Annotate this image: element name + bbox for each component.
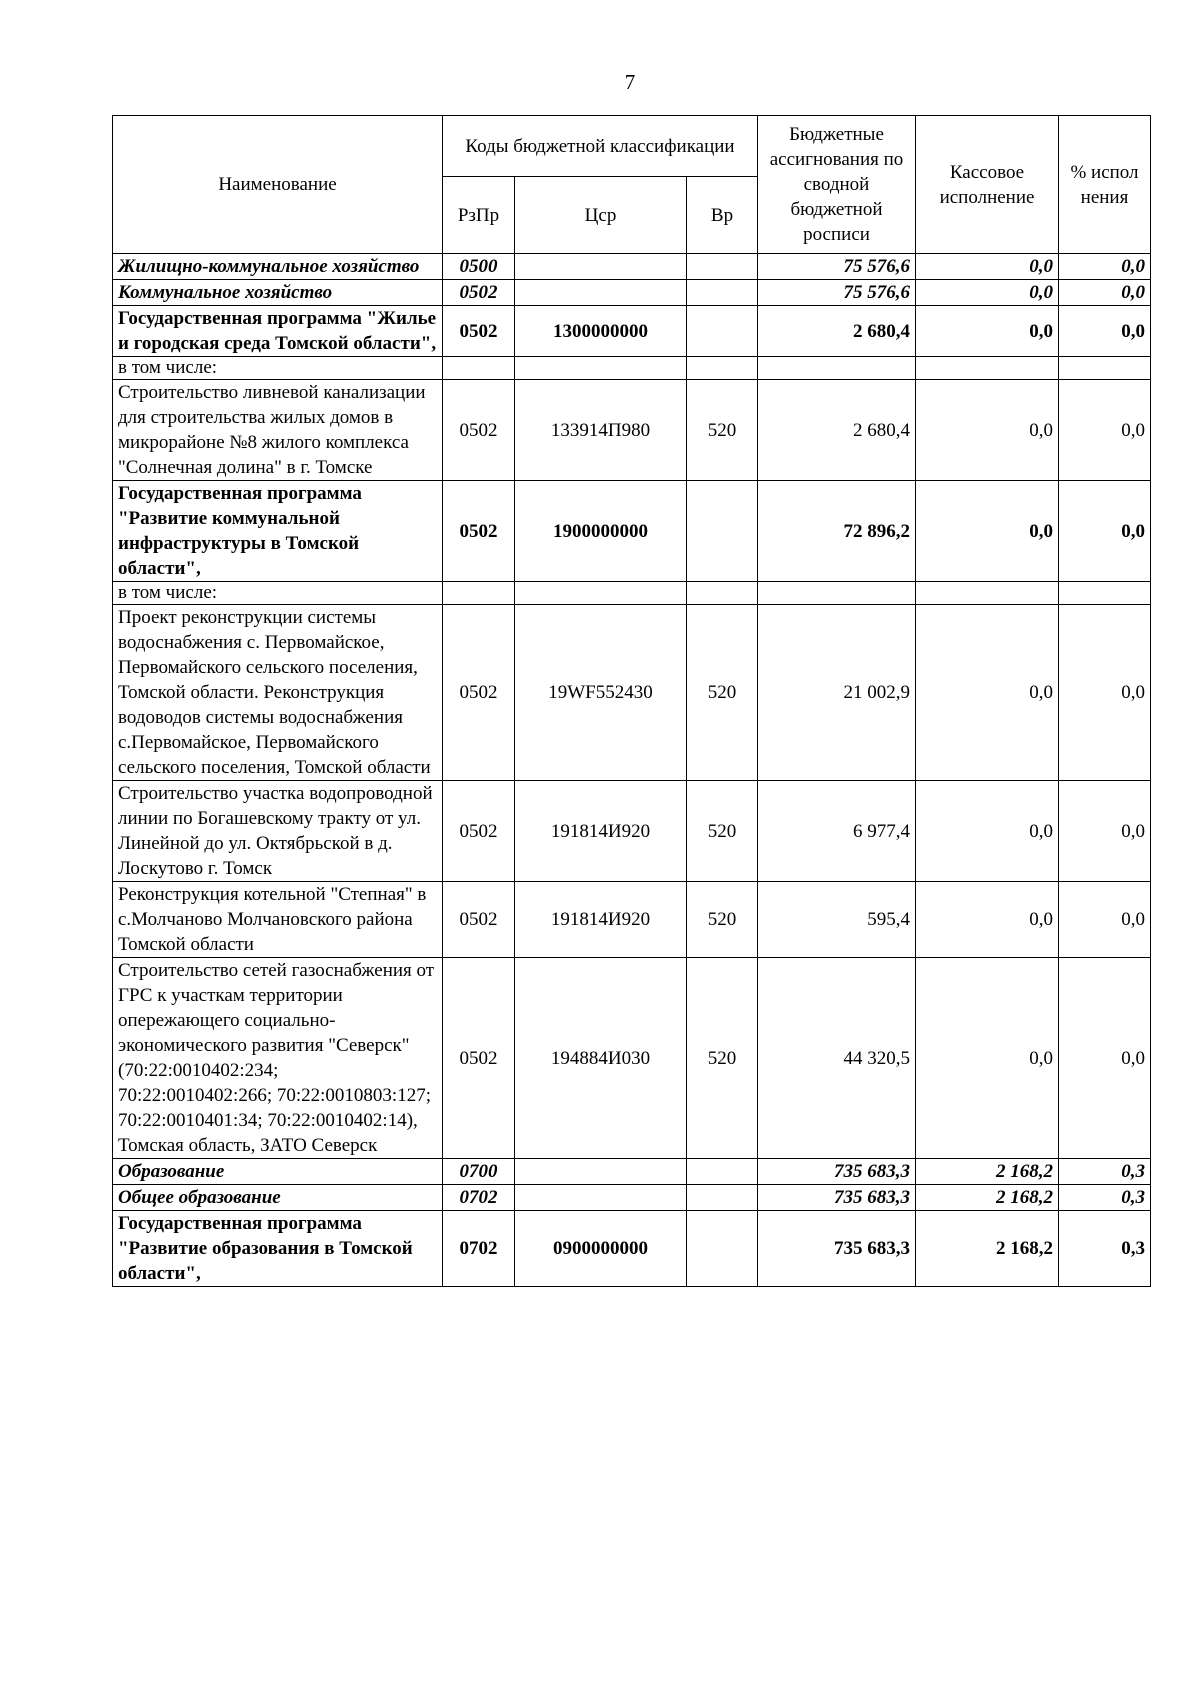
- cell-csr: [515, 1185, 687, 1211]
- cell-name: Образование: [113, 1159, 443, 1185]
- cell-cash-execution: 0,0: [916, 306, 1059, 357]
- cell-csr: 1300000000: [515, 306, 687, 357]
- cell-rzpr: 0502: [443, 280, 515, 306]
- cell-rzpr: [443, 357, 515, 380]
- cell-percent: 0,0: [1059, 280, 1151, 306]
- cell-name: Строительство участка водопроводной линии по Богашевскому тракту от ул. Линейной до ул. Октябрьской в д. Лоскутово г. Томск: [113, 781, 443, 882]
- cell-percent: 0,0: [1059, 481, 1151, 582]
- header-rzpr: РзПр: [443, 177, 515, 254]
- cell-percent: 0,0: [1059, 781, 1151, 882]
- cell-cash-execution: 0,0: [916, 481, 1059, 582]
- table-row: [113, 1185, 1151, 1211]
- cell-cash-execution: 0,0: [916, 958, 1059, 1159]
- cell-assignments: 21 002,9: [758, 605, 916, 781]
- header-codes-group: Коды бюджетной классификации: [443, 116, 758, 177]
- cell-csr: 191814И920: [515, 781, 687, 882]
- cell-cash-execution: 0,0: [916, 605, 1059, 781]
- page-number: 7: [624, 70, 636, 94]
- cell-csr: [515, 357, 687, 380]
- cell-vr: 520: [687, 882, 758, 958]
- cell-percent: 0,0: [1059, 254, 1151, 280]
- cell-percent: [1059, 582, 1151, 605]
- cell-assignments: 2 680,4: [758, 306, 916, 357]
- cell-csr: [515, 1159, 687, 1185]
- cell-vr: [687, 1211, 758, 1287]
- cell-vr: [687, 1159, 758, 1185]
- table-row: [113, 280, 1151, 306]
- cell-name: Строительство сетей газоснабжения от ГРС к участкам территории опережающего социально-экономического развития "Северск" (70:22:0010402:234; 70:22:0010402:266; 70:22:0010803:127; 70:22:0010401:34; 70:22:0010402:14), Томская область, ЗАТО Северск: [113, 958, 443, 1159]
- cell-rzpr: 0502: [443, 781, 515, 882]
- cell-assignments: 735 683,3: [758, 1211, 916, 1287]
- cell-cash-execution: 0,0: [916, 781, 1059, 882]
- cell-vr: 520: [687, 605, 758, 781]
- cell-rzpr: 0702: [443, 1211, 515, 1287]
- cell-rzpr: 0700: [443, 1159, 515, 1185]
- cell-csr: 194884И030: [515, 958, 687, 1159]
- cell-csr: 1900000000: [515, 481, 687, 582]
- cell-rzpr: 0702: [443, 1185, 515, 1211]
- header-vr: Вр: [687, 177, 758, 254]
- cell-csr: 191814И920: [515, 882, 687, 958]
- cell-cash-execution: [916, 357, 1059, 380]
- header-cash-execution: Кассовое исполнение: [916, 116, 1059, 254]
- table-row: [113, 605, 1151, 781]
- cell-rzpr: 0502: [443, 605, 515, 781]
- table-row: [113, 958, 1151, 1159]
- cell-name: Жилищно-коммунальное хозяйство: [113, 254, 443, 280]
- cell-cash-execution: 0,0: [916, 882, 1059, 958]
- cell-cash-execution: 0,0: [916, 254, 1059, 280]
- cell-rzpr: [443, 582, 515, 605]
- cell-csr: [515, 254, 687, 280]
- cell-rzpr: 0502: [443, 380, 515, 481]
- cell-percent: 0,0: [1059, 605, 1151, 781]
- cell-percent: [1059, 357, 1151, 380]
- cell-name: Государственная программа "Развитие коммунальной инфраструктуры в Томской области",: [113, 481, 443, 582]
- table-row: [113, 306, 1151, 357]
- header-percent: % испол нения: [1059, 116, 1151, 254]
- cell-assignments: 44 320,5: [758, 958, 916, 1159]
- cell-name: Строительство ливневой канализации для строительства жилых домов в микрорайоне №8 жилого комплекса "Солнечная долина" в г. Томске: [113, 380, 443, 481]
- cell-cash-execution: [916, 582, 1059, 605]
- cell-rzpr: 0500: [443, 254, 515, 280]
- cell-assignments: 75 576,6: [758, 254, 916, 280]
- cell-assignments: [758, 582, 916, 605]
- cell-vr: 520: [687, 781, 758, 882]
- cell-rzpr: 0502: [443, 958, 515, 1159]
- cell-cash-execution: 2 168,2: [916, 1185, 1059, 1211]
- cell-percent: 0,0: [1059, 958, 1151, 1159]
- cell-vr: [687, 1185, 758, 1211]
- table-row: [113, 882, 1151, 958]
- cell-csr: 0900000000: [515, 1211, 687, 1287]
- table-row: [113, 582, 1151, 605]
- cell-vr: 520: [687, 958, 758, 1159]
- cell-csr: [515, 280, 687, 306]
- cell-vr: [687, 481, 758, 582]
- cell-name: Реконструкция котельной "Степная" в с.Молчаново Молчановского района Томской области: [113, 882, 443, 958]
- header-assignments: Бюджетные ассигнования по сводной бюджетной росписи: [758, 116, 916, 254]
- cell-cash-execution: 0,0: [916, 280, 1059, 306]
- cell-cash-execution: 2 168,2: [916, 1211, 1059, 1287]
- cell-assignments: 75 576,6: [758, 280, 916, 306]
- cell-rzpr: 0502: [443, 481, 515, 582]
- table-row: [113, 357, 1151, 380]
- cell-percent: 0,0: [1059, 306, 1151, 357]
- cell-csr: 19WF552430: [515, 605, 687, 781]
- cell-percent: 0,0: [1059, 380, 1151, 481]
- cell-rzpr: 0502: [443, 306, 515, 357]
- table-row: [113, 781, 1151, 882]
- cell-vr: [687, 582, 758, 605]
- header-name: Наименование: [113, 116, 443, 254]
- cell-name: Проект реконструкции системы водоснабжения с. Первомайское, Первомайского сельского поселения, Томской области. Реконструкция водоводов системы водоснабжения с.Первомайское, Первомайского сельского поселения, Томской области: [113, 605, 443, 781]
- cell-assignments: [758, 357, 916, 380]
- header-csr: Цср: [515, 177, 687, 254]
- cell-assignments: 6 977,4: [758, 781, 916, 882]
- cell-name: в том числе:: [113, 582, 443, 605]
- cell-assignments: 72 896,2: [758, 481, 916, 582]
- cell-rzpr: 0502: [443, 882, 515, 958]
- cell-vr: [687, 357, 758, 380]
- cell-assignments: 2 680,4: [758, 380, 916, 481]
- cell-cash-execution: 0,0: [916, 380, 1059, 481]
- budget-table: [112, 115, 1151, 1287]
- cell-name: Государственная программа "Жилье и городская среда Томской области",: [113, 306, 443, 357]
- table-row: [113, 1159, 1151, 1185]
- cell-vr: [687, 254, 758, 280]
- table-row: [113, 1211, 1151, 1287]
- cell-name: Государственная программа "Развитие образования в Томской области",: [113, 1211, 443, 1287]
- cell-vr: 520: [687, 380, 758, 481]
- table-row: [113, 254, 1151, 280]
- cell-name: в том числе:: [113, 357, 443, 380]
- cell-cash-execution: 2 168,2: [916, 1159, 1059, 1185]
- cell-assignments: 735 683,3: [758, 1159, 916, 1185]
- cell-percent: 0,3: [1059, 1211, 1151, 1287]
- table-row: [113, 380, 1151, 481]
- cell-assignments: 735 683,3: [758, 1185, 916, 1211]
- cell-percent: 0,3: [1059, 1185, 1151, 1211]
- cell-csr: [515, 582, 687, 605]
- cell-name: Общее образование: [113, 1185, 443, 1211]
- cell-assignments: 595,4: [758, 882, 916, 958]
- cell-vr: [687, 280, 758, 306]
- cell-percent: 0,0: [1059, 882, 1151, 958]
- cell-name: Коммунальное хозяйство: [113, 280, 443, 306]
- cell-vr: [687, 306, 758, 357]
- cell-percent: 0,3: [1059, 1159, 1151, 1185]
- cell-csr: 133914П980: [515, 380, 687, 481]
- table-row: [113, 481, 1151, 582]
